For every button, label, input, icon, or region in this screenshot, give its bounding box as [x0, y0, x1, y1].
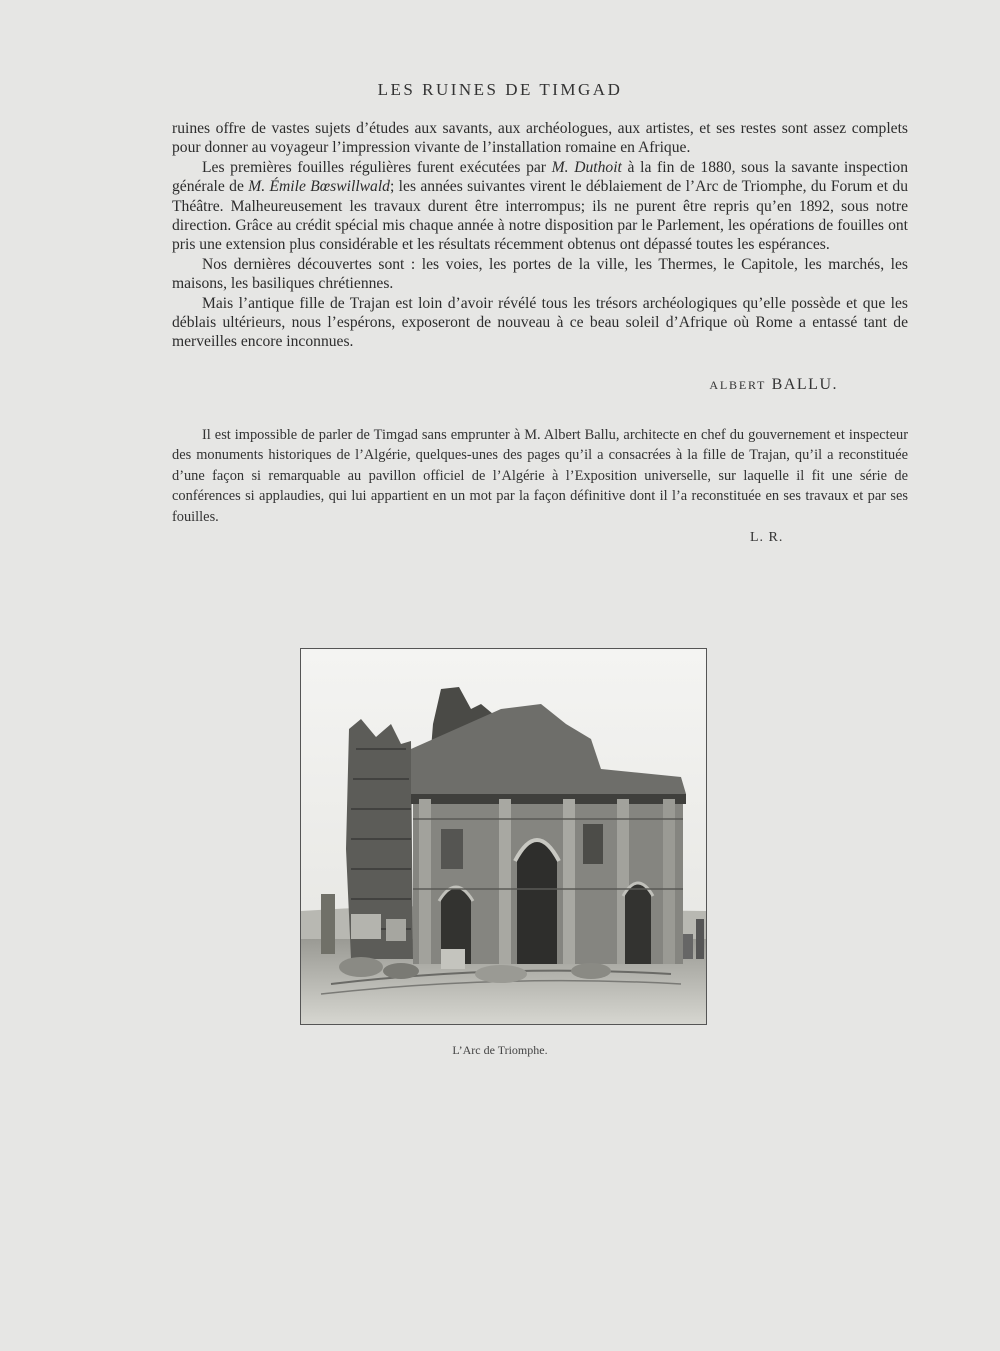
paragraph-2 [172, 158, 908, 255]
arch-illustration [301, 649, 706, 1024]
author-last-name: BALLU. [771, 376, 838, 393]
page-header: LES RUINES DE TIMGAD [377, 80, 623, 99]
author-first-name: ALBERT [709, 378, 767, 392]
paragraph-2-part-a: Les premières fouilles régulières furent exécutées par [202, 158, 552, 176]
paragraph-2-part-b: à la fin de 1880, sous la savante inspection générale de [172, 158, 909, 196]
arch-photograph [300, 648, 707, 1025]
paragraph-4: Mais l’antique fille de Trajan est loin d’avoir révélé tous les trésors archéologiques qu’elle possède et que les déblais ultérieurs, nous l’espérons, exposeront de nouveau à ce beau soleil d’Afrique où Rome a entassé tant de merveilles encore inconnues. [172, 294, 908, 351]
editor-note [172, 425, 908, 527]
article-body [172, 119, 908, 352]
editor-note-text: Il est impossible de parler de Timgad sans emprunter à M. Albert Ballu, architecte en chef du gouvernement et inspecteur des monuments historiques de l’Algérie, quelques-unes des pages qu’il a consacrées à la fille de Trajan, qu’il a reconstituée d’une façon si remarquable au pavillon officiel de l’Algérie à l’Exposition universelle, sur laquelle il fit une série de conférences si applaudies, qui lui appartient en un mot par la façon définitive dont il l’a reconstituée en ses travaux et par ses fouilles. [172, 427, 908, 525]
name-duthoit: M. Duthoit [551, 158, 622, 176]
editor-initials: L. R. [750, 530, 784, 545]
name-boeswillwald: M. Émile Bœswillwald [248, 178, 390, 196]
paragraph-2-part-c: ; les années suivantes virent le déblaiement de l’Arc de Triomphe, du Forum et du Théâtre. Malheureusement les travaux durent être interrompus; ils ne purent être repris qu’en 1892, sous notre direction. Grâce au crédit spécial mis chaque année à notre disposition par le Parlement, les opérations de fouilles ont pris une extension plus considérable et les résultats récemment obtenus ont dépassé toutes les espérances. [172, 178, 908, 254]
paragraph-3: Nos dernières découvertes sont : les voies, les portes de la ville, les Thermes, le Capitole, les marchés, les maisons, les basiliques chrétiennes. [172, 255, 908, 293]
figure-caption: L’Arc de Triomphe. [452, 1043, 548, 1057]
author-signature [709, 376, 838, 394]
paragraph-1: ruines offre de vastes sujets d’études aux savants, aux archéologues, aux artistes, et ses restes sont assez complets pour donner au voyageur l’impression vivante de l’installation romaine en Afrique. [172, 120, 908, 157]
